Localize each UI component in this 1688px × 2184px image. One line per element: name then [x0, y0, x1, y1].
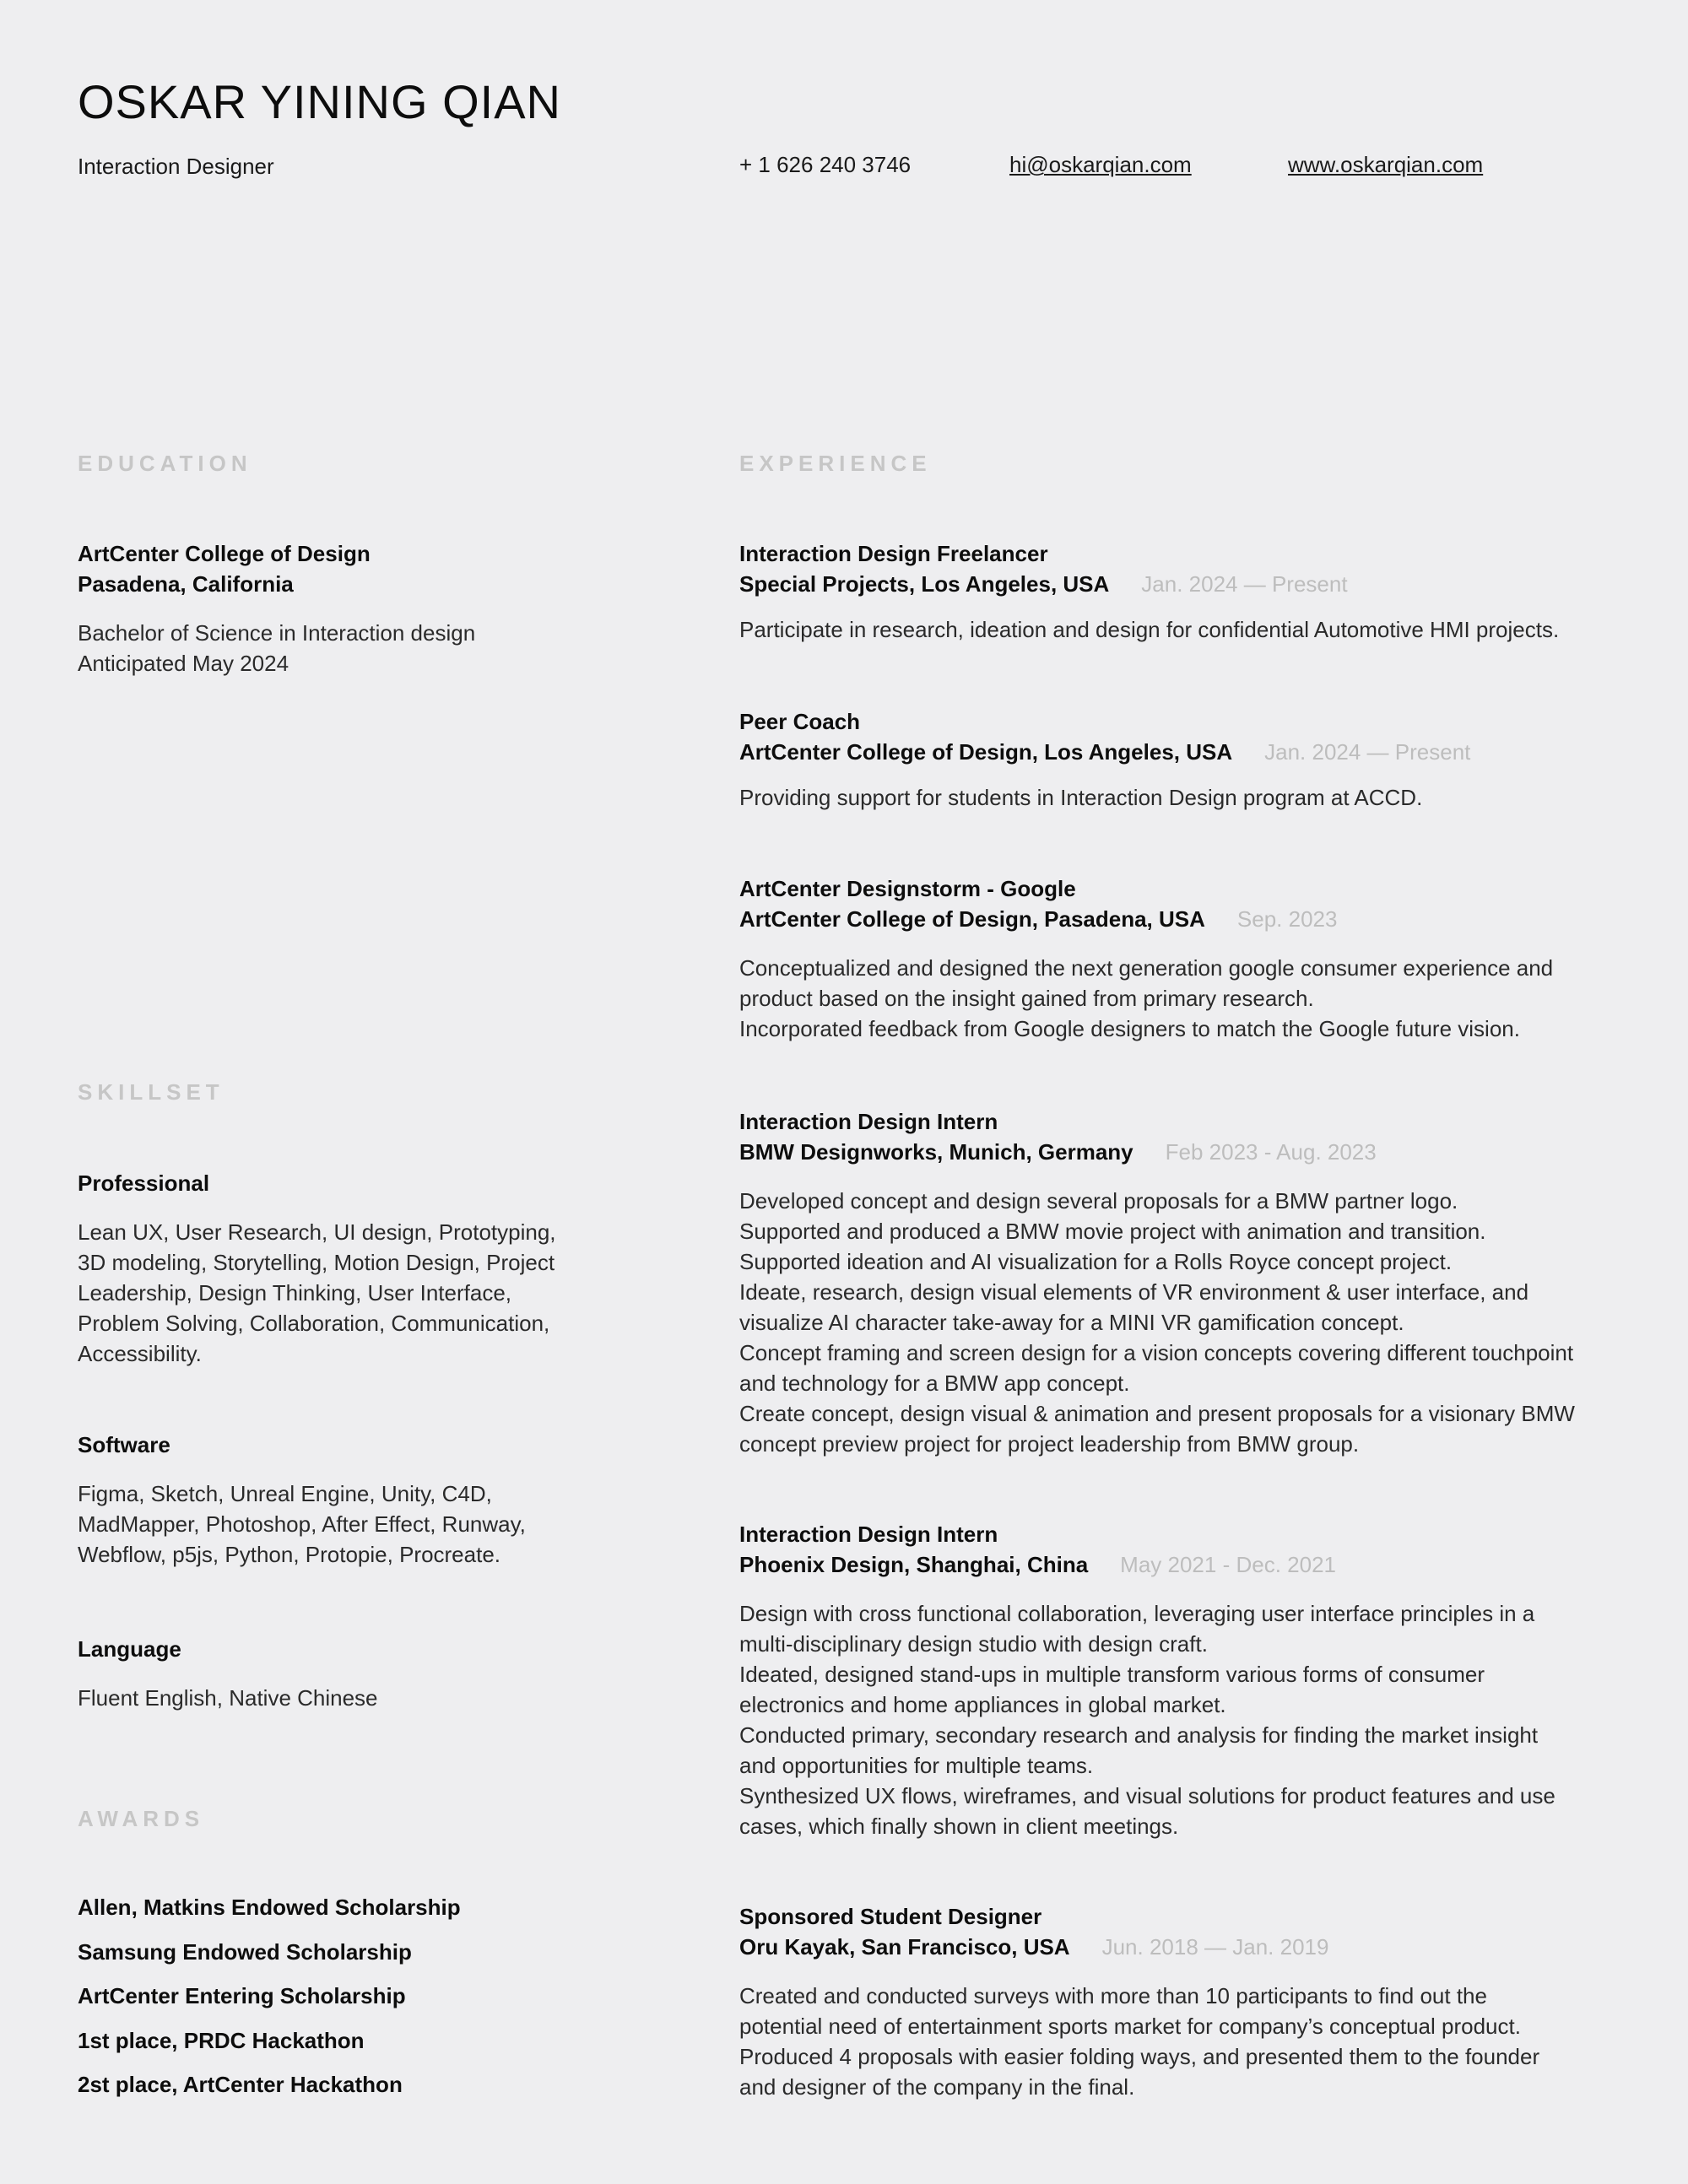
- education-school: ArtCenter College of Design: [78, 541, 371, 566]
- experience-entry: [739, 1106, 1575, 1459]
- job-desc-line: Incorporated feedback from Google designers to match the Google future vision.: [739, 1016, 1520, 1041]
- skill-title: Language: [78, 1636, 181, 1662]
- job-date: May 2021 - Dec. 2021: [1120, 1552, 1336, 1577]
- education-degree: Bachelor of Science in Interaction design: [78, 620, 476, 646]
- award-item: 1st place, PRDC Hackathon: [78, 2027, 365, 2053]
- job-desc-line: Synthesized UX flows, wireframes, and visual solutions for product features and use: [739, 1783, 1555, 1808]
- experience-entry: [739, 706, 1470, 813]
- job-desc-line: Conducted primary, secondary research and analysis for finding the market insight: [739, 1722, 1539, 1748]
- job-date: Jan. 2024 — Present: [1141, 571, 1348, 597]
- job-title: Peer Coach: [739, 709, 861, 734]
- job-title: Interaction Design Freelancer: [739, 541, 1048, 566]
- job-title: ArtCenter Designstorm - Google: [739, 876, 1076, 901]
- job-org: BMW Designworks, Munich, Germany: [739, 1139, 1133, 1165]
- skill-line: Figma, Sketch, Unreal Engine, Unity, C4D,: [78, 1481, 492, 1506]
- job-desc-line: Conceptualized and designed the next generation google consumer experience and: [739, 955, 1554, 981]
- awards-list: [78, 1892, 461, 2114]
- job-desc-line: and opportunities for multiple teams.: [739, 1753, 1094, 1778]
- job-desc-line: product based on the insight gained from primary research.: [739, 986, 1314, 1011]
- phone-number: + 1 626 240 3746: [739, 152, 912, 177]
- job-desc-line: Created and conducted surveys with more than 10 participants to find out the: [739, 1983, 1487, 2008]
- job-org: ArtCenter College of Design, Los Angeles, USA: [739, 739, 1233, 765]
- job-desc-line: potential need of entertainment sports market for company’s conceptual product.: [739, 2014, 1521, 2039]
- education-anticipated: Anticipated May 2024: [78, 651, 289, 676]
- job-org: ArtCenter College of Design, Pasadena, USA: [739, 906, 1205, 932]
- skill-line: Leadership, Design Thinking, User Interface,: [78, 1280, 512, 1306]
- job-date: Jun. 2018 — Jan. 2019: [1101, 1934, 1329, 1960]
- experience-entry: [739, 538, 1559, 645]
- job-org: Special Projects, Los Angeles, USA: [739, 571, 1110, 597]
- candidate-role: Interaction Designer: [78, 154, 274, 179]
- job-desc-line: Ideate, research, design visual elements of VR environment & user interface, and: [739, 1279, 1529, 1305]
- website-link[interactable]: www.oskarqian.com: [1288, 152, 1484, 177]
- job-desc-line: Participate in research, ideation and design for confidential Automotive HMI projects.: [739, 617, 1560, 642]
- job-title: Interaction Design Intern: [739, 1109, 998, 1134]
- job-title: Interaction Design Intern: [739, 1522, 998, 1547]
- job-date: Feb 2023 - Aug. 2023: [1165, 1139, 1377, 1165]
- job-desc-line: electronics and home appliances in global market.: [739, 1692, 1226, 1717]
- job-desc-line: Ideated, designed stand-ups in multiple transform various forms of consumer: [739, 1662, 1485, 1687]
- skill-professional: [78, 1168, 556, 1369]
- experience-entry: [739, 873, 1553, 1044]
- job-desc-line: Concept framing and screen design for a vision concepts covering different touchpoint: [739, 1340, 1574, 1365]
- skill-language: [78, 1634, 378, 1713]
- skill-line: 3D modeling, Storytelling, Motion Design, Project: [78, 1250, 555, 1275]
- award-item: 2st place, ArtCenter Hackathon: [78, 2072, 403, 2097]
- award-item: Samsung Endowed Scholarship: [78, 1938, 412, 1965]
- job-desc-line: Design with cross functional collaboration, leveraging user interface principles in a: [739, 1601, 1535, 1626]
- skill-title: Professional: [78, 1170, 210, 1196]
- job-desc-line: concept preview project for project leadership from BMW group.: [739, 1431, 1360, 1457]
- skill-title: Software: [78, 1432, 170, 1457]
- job-desc-line: multi-disciplinary design studio with design craft.: [739, 1631, 1208, 1657]
- job-desc-line: visualize AI character take-away for a MINI VR gamification concept.: [739, 1310, 1404, 1335]
- skill-line: Lean UX, User Research, UI design, Prototyping,: [78, 1219, 556, 1245]
- skill-line: MadMapper, Photoshop, After Effect, Runway,: [78, 1511, 526, 1537]
- email-link[interactable]: hi@oskarqian.com: [1009, 152, 1192, 177]
- experience-heading: EXPERIENCE: [739, 451, 932, 476]
- job-desc-line: Supported ideation and AI visualization for a Rolls Royce concept project.: [739, 1249, 1453, 1274]
- job-org: Oru Kayak, San Francisco, USA: [739, 1934, 1070, 1960]
- job-desc-line: Supported and produced a BMW movie project with animation and transition.: [739, 1219, 1486, 1244]
- experience-entry: [739, 1519, 1555, 1841]
- education-entry: [78, 538, 475, 678]
- skill-line: Webflow, p5js, Python, Protopie, Procreate.: [78, 1542, 501, 1567]
- awards-heading: AWARDS: [78, 1806, 205, 1831]
- job-desc-line: and technology for a BMW app concept.: [739, 1370, 1130, 1396]
- job-date: Sep. 2023: [1236, 906, 1338, 932]
- job-desc-line: Developed concept and design several proposals for a BMW partner logo.: [739, 1188, 1458, 1214]
- job-date: Jan. 2024 — Present: [1264, 739, 1471, 765]
- skillset-heading: SKILLSET: [78, 1079, 225, 1105]
- skill-line: Problem Solving, Collaboration, Communication,: [78, 1311, 550, 1336]
- education-location: Pasadena, California: [78, 571, 294, 597]
- education-heading: EDUCATION: [78, 451, 252, 476]
- skill-software: [78, 1430, 526, 1570]
- experience-entry: [739, 1901, 1539, 2102]
- skill-line: Fluent English, Native Chinese: [78, 1685, 378, 1711]
- job-desc-line: Providing support for students in Interaction Design program at ACCD.: [739, 785, 1423, 810]
- award-item: ArtCenter Entering Scholarship: [78, 1983, 406, 2008]
- award-item: Allen, Matkins Endowed Scholarship: [78, 1895, 461, 1920]
- job-desc-line: Produced 4 proposals with easier folding ways, and presented them to the founder: [739, 2044, 1540, 2069]
- job-org: Phoenix Design, Shanghai, China: [739, 1552, 1089, 1577]
- job-desc-line: Create concept, design visual & animation and present proposals for a visionary BMW: [739, 1401, 1575, 1426]
- candidate-name: OSKAR YINING QIAN: [78, 75, 561, 128]
- job-desc-line: and designer of the company in the final.: [739, 2074, 1135, 2100]
- job-desc-line: cases, which finally shown in client meetings.: [739, 1814, 1179, 1839]
- skill-line: Accessibility.: [78, 1341, 202, 1366]
- job-title: Sponsored Student Designer: [739, 1904, 1042, 1929]
